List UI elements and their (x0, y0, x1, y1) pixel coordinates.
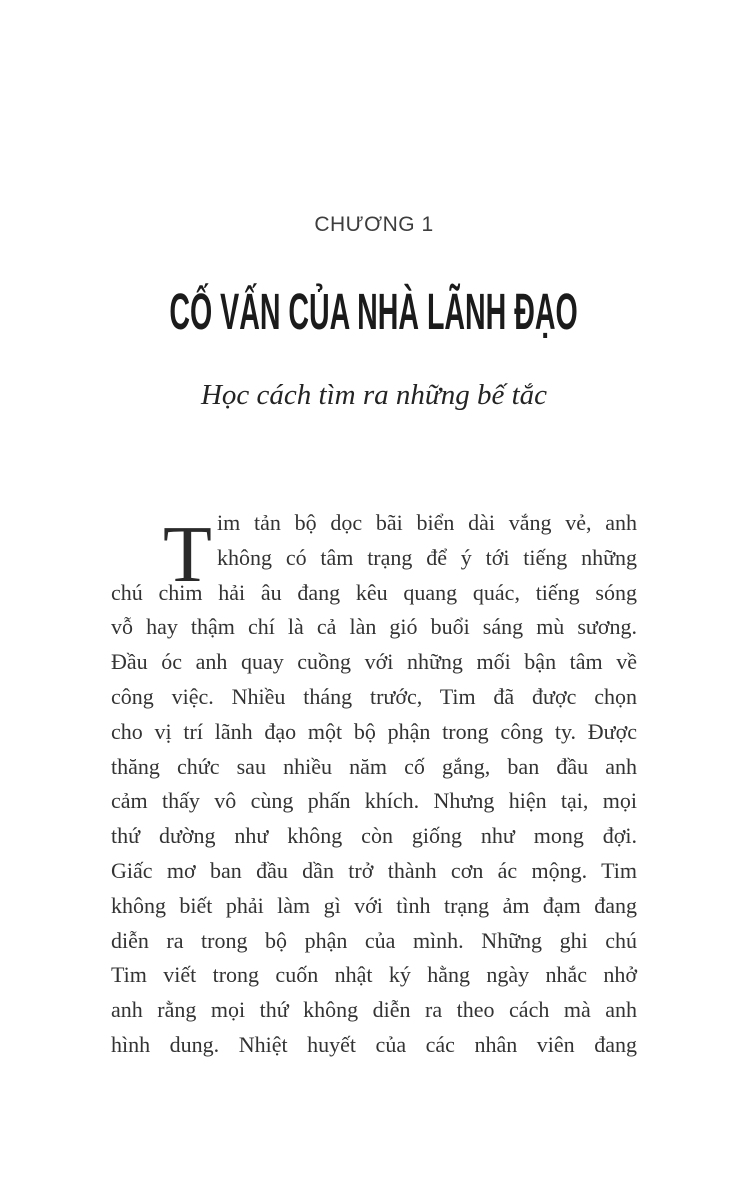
paragraph-line: cho vị trí lãnh đạo một bộ phận trong công ty. Được (111, 718, 637, 744)
paragraph-line: Giấc mơ ban đầu dần trở thành cơn ác mộng. Tim (111, 857, 637, 883)
paragraph-line: hình dung. Nhiệt huyết của các nhân viên đang (111, 1031, 637, 1057)
paragraph-line: Đầu óc anh quay cuồng với những mối bận tâm về (111, 649, 637, 675)
paragraph-line: không có tâm trạng để ý tới tiếng những (217, 544, 637, 570)
paragraph-line: cảm thấy vô cùng phấn khích. Nhưng hiện tại, mọi (111, 788, 637, 814)
paragraph-line: vỗ hay thậm chí là cả làn gió buổi sáng mù sương. (111, 614, 637, 640)
paragraph-line: chú chim hải âu đang kêu quang quác, tiếng sóng (111, 579, 637, 605)
drop-cap: T (163, 511, 212, 599)
paragraph-line: thứ dường như không còn giống như mong đợi. (111, 823, 637, 849)
body-paragraph (111, 506, 637, 1063)
paragraph-line: công việc. Nhiều tháng trước, Tim đã được chọn (111, 683, 637, 709)
chapter-title-text: CỐ VẤN CỦA NHÀ LÃNH ĐẠO (169, 283, 579, 340)
paragraph-line: Tim viết trong cuốn nhật ký hằng ngày nhắc nhở (111, 962, 637, 988)
chapter-label: CHƯƠNG 1 (314, 213, 434, 236)
paragraph-line: không biết phải làm gì với tình trạng ảm đạm đang (111, 892, 637, 918)
chapter-title (0, 283, 748, 341)
paragraph-line: anh rằng mọi thứ không diễn ra theo cách mà anh (111, 997, 637, 1023)
paragraph-line: im tản bộ dọc bãi biển dài vắng vẻ, anh (217, 510, 637, 535)
chapter-subtitle: Học cách tìm ra những bế tắc (200, 379, 548, 411)
paragraph-line: diễn ra trong bộ phận của mình. Những ghi chú (111, 927, 637, 953)
paragraph-line: thăng chức sau nhiều năm cố gắng, ban đầu anh (111, 753, 637, 779)
